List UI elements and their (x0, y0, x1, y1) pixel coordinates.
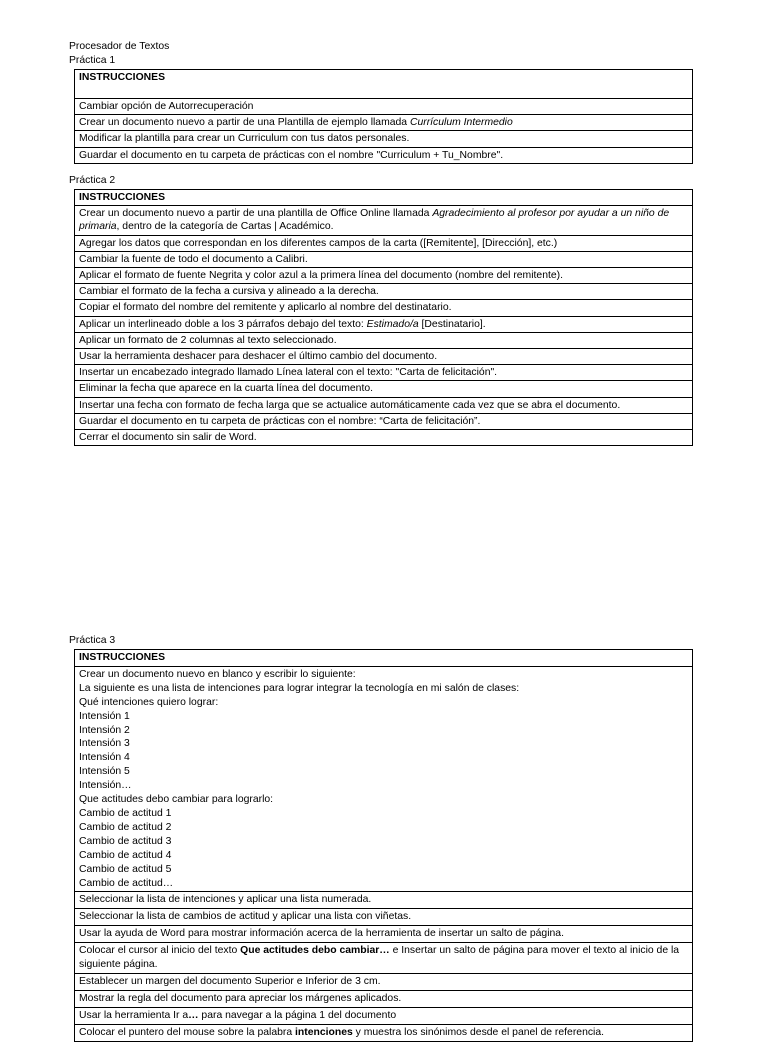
instruction-text: Cambiar la fuente de todo el documento a Calibri. (79, 253, 308, 265)
instruction-bold-text: intenciones (295, 1026, 353, 1038)
instruction-bold-text: Que actitudes debo cambiar… (240, 945, 390, 957)
instruction-bold-text: … (188, 1009, 199, 1021)
instruction-cell (75, 926, 693, 943)
table-row (75, 115, 693, 131)
instruction-text: Seleccionar la lista de intenciones y aplicar una lista numerada. (79, 894, 372, 906)
table-row (75, 268, 693, 284)
instruction-text: Cerrar el documento sin salir de Word. (79, 432, 257, 444)
table-row (75, 381, 693, 397)
instruction-text: Usar la herramienta deshacer para deshacer el último cambio del documento. (79, 351, 438, 363)
table-row (75, 1024, 693, 1041)
instruction-line: Intensión 1 (79, 710, 130, 722)
instruction-italic-text: Estimado/a (366, 318, 419, 330)
instruction-text: y muestra los sinónimos desde el panel de referencia. (352, 1026, 605, 1038)
table-row (75, 397, 693, 413)
instruction-line: Cambio de actitud 4 (79, 849, 172, 861)
instruction-text: Guardar el documento en tu carpeta de prácticas con el nombre: “Carta de felicitación”. (79, 415, 481, 427)
instruction-cell (75, 413, 693, 429)
instruction-cell (75, 1024, 693, 1041)
instruction-text: Usar la ayuda de Word para mostrar información acerca de la herramienta de insertar un salto de página. (79, 928, 564, 940)
instruction-text: Agregar los datos que correspondan en los diferentes campos de la carta ([Remitente], [Dirección], etc.) (79, 237, 558, 249)
instruction-cell (75, 365, 693, 381)
table-row (75, 349, 693, 365)
instruction-line: Intensión 3 (79, 738, 130, 750)
instruction-cell (75, 131, 693, 147)
instruction-line: Cambio de actitud… (79, 877, 174, 889)
instruction-text: Copiar el formato del nombre del remitente y aplicarlo al nombre del destinatario. (79, 302, 452, 314)
instruction-text: Insertar un encabezado integrado llamado Línea lateral con el texto: "Carta de felicitación". (79, 367, 498, 379)
instruction-text: Mostrar la regla del documento para apreciar los márgenes aplicados. (79, 992, 402, 1004)
instruction-text: Establecer un margen del documento Superior e Inferior de 3 cm. (79, 975, 381, 987)
instruction-text: para navegar a la página 1 del documento (198, 1009, 397, 1021)
practica-3-label: Práctica 3 (69, 635, 116, 646)
instruction-cell (75, 284, 693, 300)
instruction-text: Aplicar un interlineado doble a los 3 párrafos debajo del texto: (79, 318, 367, 330)
instruction-cell (75, 397, 693, 413)
instruction-cell (75, 316, 693, 332)
instruction-text: Crear un documento nuevo a partir de una Plantilla de ejemplo llamada (79, 117, 410, 129)
instruction-cell (75, 332, 693, 348)
instruction-text: , dentro de la categoría de Cartas | Académico. (116, 221, 334, 233)
instruction-text: Aplicar un formato de 2 columnas al texto seleccionado. (79, 334, 337, 346)
table-row (75, 147, 693, 163)
instruction-line: Crear un documento nuevo en blanco y escribir lo siguiente: (79, 668, 356, 680)
table-row (75, 332, 693, 348)
table-row (75, 284, 693, 300)
table-row (75, 909, 693, 926)
practica-2-label: Práctica 2 (69, 175, 116, 186)
instruction-cell (75, 251, 693, 267)
instruction-cell (75, 666, 693, 892)
instruction-cell (75, 381, 693, 397)
instruction-cell (75, 973, 693, 990)
instructions-heading: INSTRUCCIONES (75, 70, 693, 99)
practica-2-table (74, 189, 693, 446)
instruction-cell (75, 909, 693, 926)
instruction-text: [Destinatario]. (418, 318, 486, 330)
table-row (75, 235, 693, 251)
instruction-cell (75, 430, 693, 446)
table-row (75, 990, 693, 1007)
instructions-heading: INSTRUCCIONES (75, 190, 693, 206)
instruction-cell (75, 147, 693, 163)
table-row (75, 206, 693, 235)
practica-1-label: Práctica 1 (69, 55, 116, 66)
instruction-line: Cambio de actitud 1 (79, 807, 172, 819)
practica-1-table (74, 69, 693, 164)
instruction-line: La siguiente es una lista de intenciones para lograr integrar la tecnología en mi salón de clases: (79, 682, 520, 694)
instruction-text: Guardar el documento en tu carpeta de prácticas con el nombre "Curriculum + Tu_Nombre". (79, 149, 504, 161)
instruction-text: Aplicar el formato de fuente Negrita y color azul a la primera línea del documento (nombre del remitente). (79, 270, 563, 282)
instruction-text: Insertar una fecha con formato de fecha larga que se actualice automáticamente cada vez que se abra el documento. (79, 399, 621, 411)
instruction-text: Crear un documento nuevo a partir de una plantilla de Office Online llamada (79, 208, 433, 220)
instruction-cell (75, 892, 693, 909)
instruction-text: Cambiar opción de Autorrecuperación (79, 101, 254, 112)
instruction-text: Cambiar el formato de la fecha a cursiva y alineado a la derecha. (79, 286, 379, 298)
instruction-cell (75, 990, 693, 1007)
instruction-cell (75, 268, 693, 284)
instruction-cell (75, 943, 693, 974)
instruction-line: Intensión 4 (79, 752, 130, 764)
table-row (75, 926, 693, 943)
table-row (75, 1007, 693, 1024)
instruction-line: Cambio de actitud 3 (79, 835, 172, 847)
table-row (75, 300, 693, 316)
instruction-line: Que actitudes debo cambiar para lograrlo: (79, 794, 274, 806)
instruction-text: Usar la herramienta Ir a (79, 1009, 189, 1021)
table-row (75, 973, 693, 990)
document-title: Procesador de Textos (69, 41, 170, 52)
instruction-line: Cambio de actitud 2 (79, 821, 172, 833)
instruction-cell (75, 99, 693, 115)
instruction-cell (75, 206, 693, 235)
instruction-text: e Insertar un salto de página para mover el texto al inicio de la siguiente página. (79, 945, 680, 971)
instruction-italic-text: Currículum Intermedio (409, 117, 513, 129)
table-row (75, 131, 693, 147)
instruction-italic-text: Agradecimiento al profesor por ayudar a un niño de primaria (79, 208, 670, 233)
table-row (75, 251, 693, 267)
instruction-line: Intensión 2 (79, 724, 130, 736)
table-row (75, 892, 693, 909)
table-row (75, 413, 693, 429)
instruction-cell (75, 235, 693, 251)
table-row (75, 430, 693, 446)
instruction-cell (75, 349, 693, 365)
instruction-text: Colocar el cursor al inicio del texto (79, 945, 241, 957)
instruction-text: Seleccionar la lista de cambios de actitud y aplicar una lista con viñetas. (79, 911, 412, 923)
instruction-line: Cambio de actitud 5 (79, 863, 172, 875)
instruction-text: Eliminar la fecha que aparece en la cuarta línea del documento. (79, 383, 374, 395)
instruction-text: Modificar la plantilla para crear un Curriculum con tus datos personales. (79, 133, 410, 145)
table-row (75, 943, 693, 974)
instruction-cell (75, 115, 693, 131)
instruction-line: Intensión 5 (79, 766, 130, 778)
instruction-text: Colocar el puntero del mouse sobre la palabra (79, 1026, 296, 1038)
instruction-line: Intensión… (79, 780, 132, 792)
table-row (75, 365, 693, 381)
instruction-cell (75, 1007, 693, 1024)
table-row (75, 316, 693, 332)
instruction-cell (75, 300, 693, 316)
practica-3-table (74, 649, 693, 1042)
instruction-line: Qué intenciones quiero lograr: (79, 696, 219, 708)
table-row (75, 99, 693, 115)
instructions-heading: INSTRUCCIONES (75, 650, 693, 667)
